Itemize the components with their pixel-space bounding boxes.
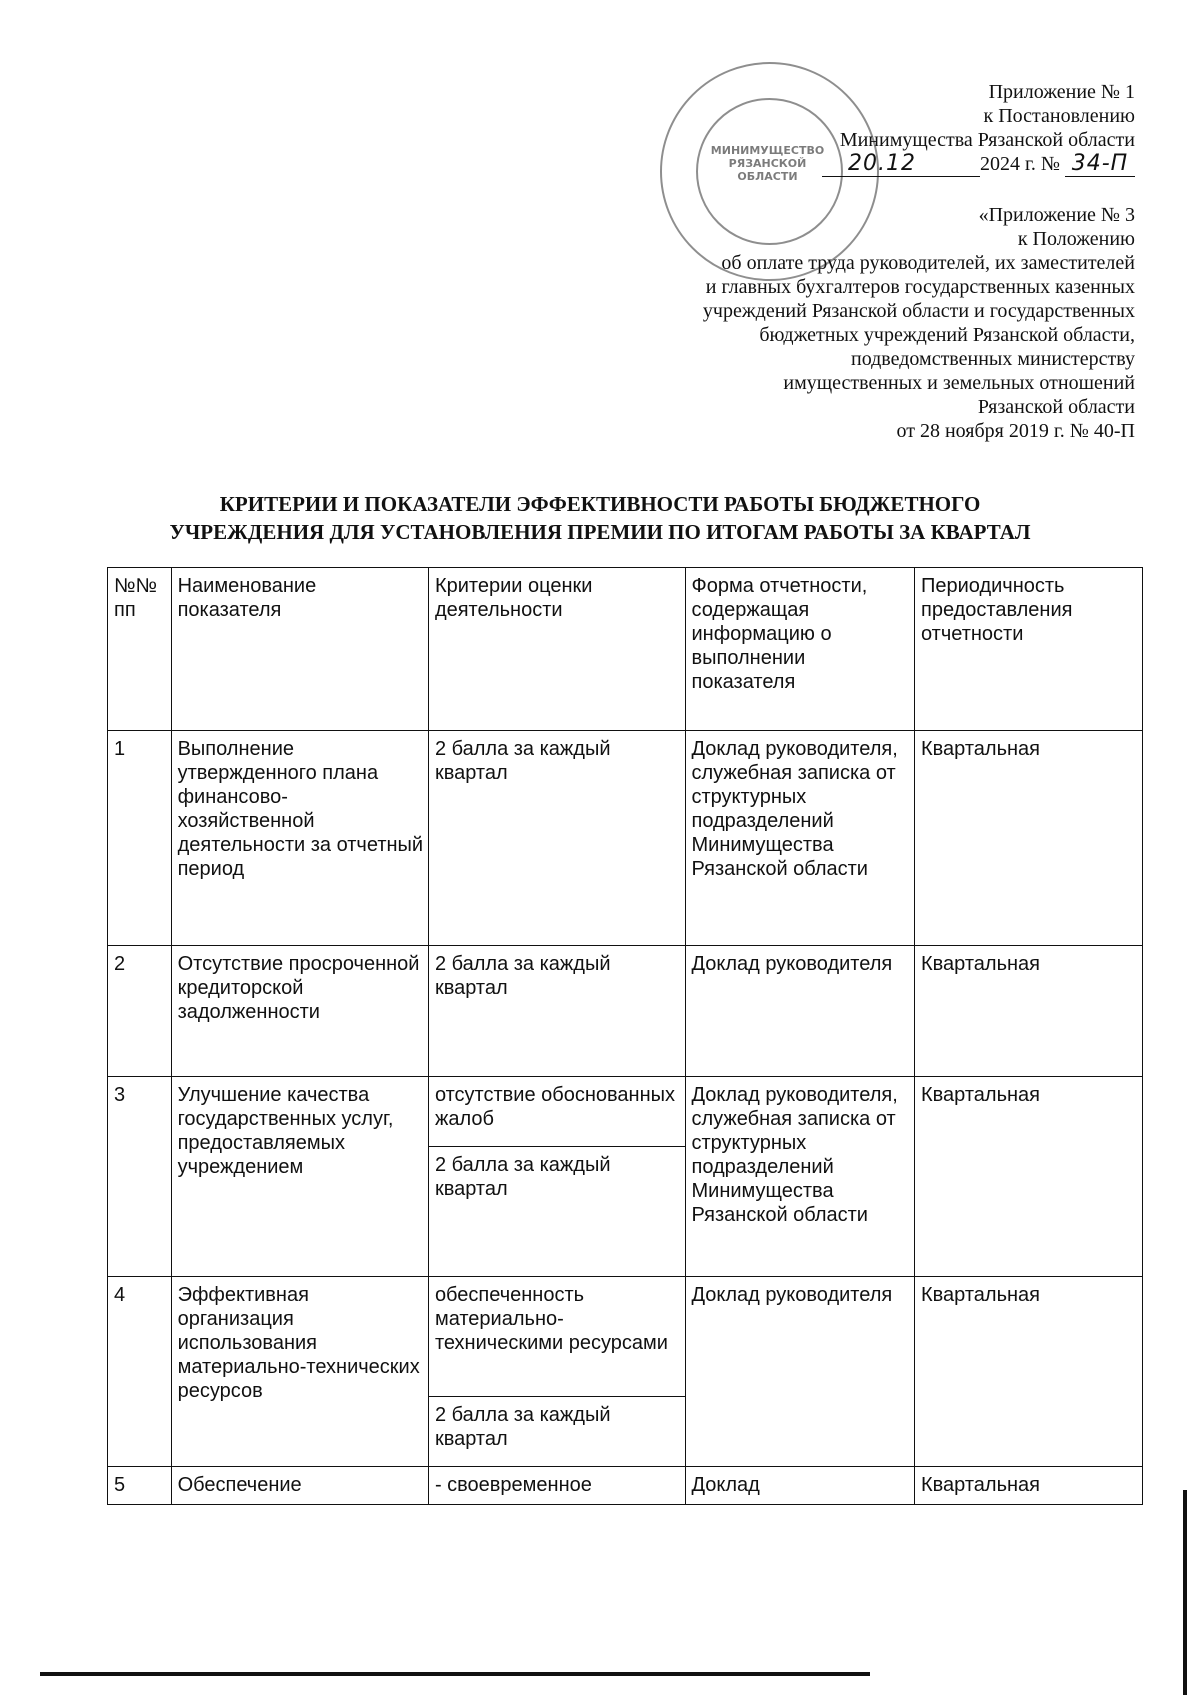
row-criteria: 2 балла за каждый квартал: [428, 731, 685, 946]
header-num: №№ пп: [108, 568, 172, 731]
row-period: Квартальная: [914, 1467, 1142, 1505]
scan-edge-bottom: [40, 1672, 870, 1676]
row-report: Доклад руководителя, служебная записка от структурных подразделений Минимущества Рязанской области: [685, 731, 914, 946]
row-num: 4: [108, 1277, 172, 1467]
table-row: [108, 946, 1143, 1077]
appendix-3-label: «Приложение № 3: [978, 204, 1135, 226]
header-report: Форма отчетности, содержащая информацию о выполнении показателя: [685, 568, 914, 731]
ministry-label: Минимущества Рязанской области: [839, 129, 1135, 151]
regulation-line: подведомственных министерству: [851, 348, 1135, 370]
table-row: [108, 1277, 1143, 1397]
regulation-line: об оплате труда руководителей, их заместителей: [721, 252, 1135, 274]
regulation-line: бюджетных учреждений Рязанской области,: [759, 324, 1135, 346]
row-name: Выполнение утвержденного плана финансово-хозяйственной деятельности за отчетный период: [171, 731, 428, 946]
row-report: Доклад руководителя: [685, 1277, 914, 1467]
regulation-line: Рязанской области: [977, 396, 1135, 418]
row-criteria: 2 балла за каждый квартал: [428, 1147, 685, 1277]
header-criteria: Критерии оценки деятельности: [428, 568, 685, 731]
row-name: Отсутствие просроченной кредиторской задолженности: [171, 946, 428, 1077]
row-period: Квартальная: [914, 1077, 1142, 1277]
row-num: 5: [108, 1467, 172, 1505]
table-row: [108, 731, 1143, 946]
row-name: Улучшение качества государственных услуг, предоставляемых учреждением: [171, 1077, 428, 1277]
regulation-line: учреждений Рязанской области и государственных: [702, 300, 1135, 322]
seal-line: ОБЛАСТИ: [737, 170, 798, 183]
date-blank: [942, 152, 980, 177]
document-title: [60, 490, 1140, 546]
header-period: Периодичность предоставления отчетности: [914, 568, 1142, 731]
row-criteria: отсутствие обоснованных жалоб: [428, 1077, 685, 1147]
row-name: Обеспечение: [171, 1467, 428, 1505]
row-report: Доклад: [685, 1467, 914, 1505]
row-report: Доклад руководителя, служебная записка от структурных подразделений Минимущества Рязанской области: [685, 1077, 914, 1277]
regulation-line: имущественных и земельных отношений: [783, 372, 1135, 394]
to-resolution-label: к Постановлению: [983, 105, 1135, 127]
scan-edge-right: [1183, 1490, 1187, 1695]
row-period: Квартальная: [914, 1277, 1142, 1467]
row-period: Квартальная: [914, 731, 1142, 946]
handwritten-date: 20.12: [822, 152, 942, 177]
row-report: Доклад руководителя: [685, 946, 914, 1077]
title-line: КРИТЕРИИ И ПОКАЗАТЕЛИ ЭФФЕКТИВНОСТИ РАБОТЫ БЮДЖЕТНОГО: [219, 492, 981, 516]
regulation-line: от 28 ноября 2019 г. № 40-П: [896, 420, 1135, 442]
table-row: [108, 1077, 1143, 1147]
row-period: Квартальная: [914, 946, 1142, 1077]
year-label: 2024 г. №: [979, 153, 1060, 175]
row-criteria: обеспеченность материально-техническими ресурсами: [428, 1277, 685, 1397]
header-block: [495, 80, 1135, 443]
table-header-row: [108, 568, 1143, 731]
row-criteria: 2 балла за каждый квартал: [428, 1397, 685, 1467]
seal-line: РЯЗАНСКОЙ: [728, 157, 807, 170]
resolution-date-line: [495, 152, 1135, 177]
row-name: Эффективная организация использования материально-технических ресурсов: [171, 1277, 428, 1467]
header-name: Наименование показателя: [171, 568, 428, 731]
regulation-line: и главных бухгалтеров государственных казенных: [705, 276, 1135, 298]
seal-line: МИНИМУЩЕСТВО: [710, 144, 825, 157]
to-regulation-label: к Положению: [1017, 228, 1135, 250]
row-criteria: 2 балла за каждый квартал: [428, 946, 685, 1077]
row-num: 3: [108, 1077, 172, 1277]
criteria-table: [107, 567, 1143, 1505]
row-num: 1: [108, 731, 172, 946]
handwritten-number: 34-П: [1065, 152, 1135, 177]
title-line: УЧРЕЖДЕНИЯ ДЛЯ УСТАНОВЛЕНИЯ ПРЕМИИ ПО ИТОГАМ РАБОТЫ ЗА КВАРТАЛ: [169, 520, 1031, 544]
row-criteria: - своевременное: [428, 1467, 685, 1505]
table-row: [108, 1467, 1143, 1505]
appendix-1-label: Приложение № 1: [988, 81, 1135, 103]
row-num: 2: [108, 946, 172, 1077]
